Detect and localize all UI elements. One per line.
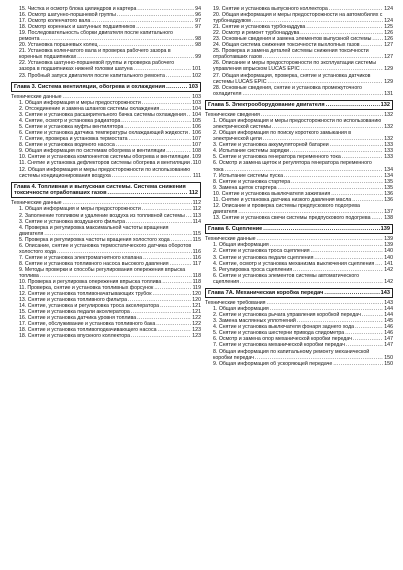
entry-title: 9. Замена щеток стартера ..... <box>213 185 383 191</box>
entry-title: 7. Снятие и установка электромагнитного клапана ..... <box>19 255 192 261</box>
entry-title: 5. Снятие и установка генератора переменного тока ..... <box>213 154 383 160</box>
entry-title: 4. Снятие и установка выключателя фонаря заднего хода ..... <box>213 324 383 330</box>
chapter-heading-box <box>205 224 393 234</box>
toc-entry <box>205 48 393 60</box>
entry-page-number: 126 <box>384 30 393 37</box>
entry-title: 15. Чистка и осмотр блока цилиндров и картера ..... <box>19 6 194 12</box>
entry-title: Глава 5. Электрооборудование двигателя ..... <box>208 102 380 108</box>
entry-page-number: 105 <box>192 118 201 125</box>
entry-title: 1. Общая информация ..... <box>213 306 383 312</box>
entry-title: 18. Снятие и установка топливоподкачивающего насоса ..... <box>19 327 191 333</box>
chapter-entry <box>14 184 198 197</box>
entry-page-number: 138 <box>384 214 393 221</box>
entry-title: 5. Снятие и установка муфты вентилятора ..... <box>19 124 191 130</box>
toc-entry <box>205 203 393 215</box>
toc-entry <box>11 333 201 339</box>
entry-title: 18. Осмотр коренных и шатунных подшипников ..... <box>19 24 194 30</box>
entry-title: 6. Осмотр и замена щеток и регулятора генератора переменного тока ..... <box>213 160 383 172</box>
entry-page-number: 106 <box>192 124 201 131</box>
entry-page-number: 113 <box>192 212 201 219</box>
entry-page-number: 134 <box>384 172 393 179</box>
entry-title: 3. Снятие и установка аккумуляторной батареи ..... <box>213 142 383 148</box>
entry-title: 2. Общая информация по поиску короткого замыкания в электрической цепи ..... <box>213 130 383 142</box>
entry-title: 18. Снятие и установка впускного коллектора ..... <box>19 333 191 339</box>
entry-page-number: 146 <box>384 324 393 331</box>
toc-entry <box>205 73 393 85</box>
entry-title: 28. Основные сведения, снятие и установка промежуточного охладителя ..... <box>213 85 383 97</box>
chapter-heading-box <box>205 100 393 110</box>
toc-entry <box>205 160 393 172</box>
entry-page-number: 136 <box>384 196 393 203</box>
entry-page-number: 97 <box>195 18 201 25</box>
entry-title: 8. Снятие и установка водяного насоса ..... <box>19 142 191 148</box>
entry-page-number: 133 <box>384 148 393 155</box>
toc-column-left <box>11 6 201 570</box>
entry-title: 14. Снятие, установка и регулировка троса акселератора ..... <box>19 303 191 309</box>
toc-entry <box>205 273 393 285</box>
entry-title: Глава 7А. Механическая коробка передач ..... <box>208 290 380 296</box>
entry-title: 6. Снятие и установка датчика температуры охлаждающей жидкости ..... <box>19 130 191 136</box>
entry-title: 6. Описание, снятие и установка термостатического датчика оборотов холостого хода ..... <box>19 243 192 255</box>
entry-page-number: 142 <box>384 266 393 273</box>
entry-page-number: 150 <box>384 360 393 367</box>
entry-title: 11. Проверка, снятие и установка топливных форсунок ..... <box>19 285 192 291</box>
entry-page-number: 134 <box>384 166 393 173</box>
entry-title: 3. Снятие и установка расширительного бачка системы охлаждения ..... <box>19 112 191 118</box>
entry-page-number: 104 <box>192 106 201 113</box>
entry-page-number: 108 <box>192 148 201 155</box>
entry-title: 1. Общая информация ..... <box>213 242 383 248</box>
entry-title: 8. Снятие и установка стартера ..... <box>213 179 383 185</box>
entry-page-number: 126 <box>384 36 393 43</box>
entry-page-number: 132 <box>384 112 393 119</box>
entry-title: 3. Замена маслянных уплотнений ..... <box>213 318 383 324</box>
entry-title: 21. Снятие и установка турбонаддува ..... <box>213 24 383 30</box>
entry-title: 11. Снятие и установка дефлекторов системы обогрева и вентиляции ..... <box>19 160 192 166</box>
entry-page-number: 122 <box>192 315 201 322</box>
entry-title: Глава 6. Сцепление ..... <box>208 226 380 232</box>
entry-page-number: 150 <box>384 354 393 361</box>
entry-title: 11. Снятие и установка датчика низкого давления масла ..... <box>213 197 383 203</box>
entry-page-number: 127 <box>384 54 393 61</box>
toc-entry <box>205 361 393 367</box>
entry-title: 1. Общая информация и меры предосторожности ..... <box>19 100 191 106</box>
entry-page-number: 104 <box>192 112 201 119</box>
entry-page-number: 107 <box>192 142 201 149</box>
entry-title: 3. Снятие и установка педали сцепления ..... <box>213 255 383 261</box>
entry-page-number: 98 <box>195 36 201 43</box>
entry-title: 8. Снятие и установка топливного насоса высокого давления ..... <box>19 261 192 267</box>
entry-page-number: 141 <box>384 260 393 267</box>
toc-entry <box>205 12 393 24</box>
entry-page-number: 140 <box>384 248 393 255</box>
chapter-entry <box>14 84 198 90</box>
entry-title: 2. Снятие и установка рычага управления коробкой передач ..... <box>213 312 383 318</box>
entry-page-number: 147 <box>384 336 393 343</box>
entry-page-number: 135 <box>384 184 393 191</box>
entry-page-number: 124 <box>384 6 393 12</box>
entry-title: 9. Методы проверки и способы регулирования опережения впрыска топлива ..... <box>19 267 192 279</box>
toc-entry <box>11 73 201 79</box>
toc-column-right <box>205 6 393 570</box>
entry-title: 26. Описание и меры предосторожности по эксплуатации системы управления впрыском LUCAS EPIC ..... <box>213 60 383 72</box>
entry-page-number: 125 <box>384 24 393 31</box>
entry-page-number: 112 <box>188 190 198 197</box>
entry-title: 1. Общая информация и меры предосторожности ..... <box>19 206 192 212</box>
toc-entry <box>205 130 393 142</box>
entry-title: 10. Снятие и установка выключателя зажигания ..... <box>213 191 383 197</box>
toc-entry <box>11 267 201 279</box>
entry-title: 13. Снятие и установка свечи системы предпускового подогрева ..... <box>213 215 383 221</box>
entry-page-number: 140 <box>384 254 393 261</box>
entry-title: 12. Общая информация и меры предосторожности по использованию системы кондиционирования воздуха ..... <box>19 167 192 179</box>
entry-page-number: 147 <box>384 342 393 349</box>
entry-page-number: 144 <box>384 312 393 319</box>
entry-page-number: 139 <box>384 242 393 249</box>
entry-title: 7. Снятие и установка механической коробки передач ..... <box>213 342 383 348</box>
entry-title: 19. Снятие и установка выпускного коллектора ..... <box>213 6 383 12</box>
entry-page-number: 111 <box>193 172 201 179</box>
entry-page-number: 139 <box>384 236 393 243</box>
chapter-entry <box>208 102 390 108</box>
entry-title: Глава 4. Топливная и выпускная системы. Система снижения токсичности отработавших газов ..... <box>14 184 188 197</box>
entry-page-number: 115 <box>192 236 201 243</box>
toc-entry <box>11 225 201 237</box>
entry-page-number: 116 <box>192 254 201 261</box>
entry-title: 2. Отсоединение и замена шлангов системы охлаждения ..... <box>19 106 191 112</box>
entry-page-number: 121 <box>192 303 201 310</box>
entry-title: 6. Осмотр и замена опор механической коробки передач ..... <box>213 336 383 342</box>
entry-page-number: 115 <box>192 230 201 237</box>
toc-entry <box>205 349 393 361</box>
entry-page-number: 96 <box>195 12 201 19</box>
entry-title: Технические сведения ..... <box>205 112 383 118</box>
entry-page-number: 103 <box>192 100 201 107</box>
entry-page-number: 131 <box>384 90 393 97</box>
toc-entry <box>11 243 201 255</box>
entry-title: 20. Общая информация и меры предосторожности на автомобилях с турбонаддувом ..... <box>213 12 383 24</box>
entry-page-number: 139 <box>380 225 390 232</box>
entry-page-number: 94 <box>195 6 201 12</box>
chapter-entry <box>208 226 390 232</box>
entry-page-number: 121 <box>192 309 201 316</box>
entry-page-number: 135 <box>384 178 393 185</box>
entry-page-number: 143 <box>380 289 390 296</box>
entry-page-number: 97 <box>195 24 201 31</box>
entry-page-number: 145 <box>384 318 393 325</box>
entry-page-number: 132 <box>384 136 393 143</box>
entry-page-number: 133 <box>384 154 393 161</box>
entry-page-number: 123 <box>192 327 201 334</box>
entry-title: 25. Проверка и замена деталей системы снижения токсичности отработавших газов ..... <box>213 48 383 60</box>
entry-title: 10. Снятие и установка компонентов системы обогрева и вентиляции ..... <box>19 154 191 160</box>
entry-title: Глава 3. Система вентиляции, обогрева и охлаждения ..... <box>14 84 188 90</box>
chapter-heading-box <box>205 288 393 298</box>
entry-title: 3. Снятие и установка воздушного фильтра ..... <box>19 219 192 225</box>
entry-page-number: 110 <box>192 160 201 167</box>
entry-page-number: 112 <box>192 200 201 207</box>
toc-entry <box>11 48 201 60</box>
entry-page-number: 127 <box>384 42 393 49</box>
entry-title: 23. Пробный запуск двигателя после капитального ремонта ..... <box>19 73 191 79</box>
entry-title: 21. Установка коленчатого вала и проверка рабочего зазора в коренных подшипниках ..... <box>19 48 194 60</box>
entry-page-number: 98 <box>195 42 201 49</box>
toc-entry <box>205 60 393 72</box>
entry-title: 9. Общая информация об ускоряющей передаче ..... <box>213 361 383 367</box>
entry-page-number: 118 <box>192 279 201 286</box>
entry-title: 22. Установка шатунно-поршневой группы и проверка рабочего зазора в подшипниках нижней головки шатуна ..... <box>19 60 191 72</box>
toc-entry <box>205 85 393 97</box>
entry-page-number: 118 <box>192 273 201 279</box>
entry-page-number: 144 <box>384 306 393 313</box>
entry-title: 12. Снятие и установка топливоначатывающих трубок ..... <box>19 291 191 297</box>
entry-page-number: 132 <box>384 124 393 131</box>
entry-page-number: 119 <box>192 285 201 292</box>
entry-title: 22. Осмотр и ремонт турбонаддува ..... <box>213 30 383 36</box>
entry-page-number: 102 <box>192 72 201 79</box>
entry-title: 7. Испытание системы пуска ..... <box>213 173 383 179</box>
entry-title: 23. Основные сведения и замена элементов выпускной системы ..... <box>213 36 383 42</box>
entry-title: 13. Снятие и установка топливного фильтра ..... <box>19 297 191 303</box>
entry-page-number: 99 <box>195 54 201 61</box>
entry-page-number: 106 <box>192 130 201 137</box>
entry-page-number: 103 <box>188 83 198 90</box>
entry-title: 2. Заполнение топливом и удаление воздуха из топливной системы ..... <box>19 213 192 219</box>
entry-title: Технические данные ..... <box>11 94 191 100</box>
chapter-entry <box>208 290 390 296</box>
entry-page-number: 116 <box>192 248 201 255</box>
entry-title: 24. Общая система снижения токсичности выхлопных газов ..... <box>213 42 383 48</box>
entry-title: Технические требования ..... <box>205 300 383 306</box>
entry-title: 4. Проверка и регулировка максимальной частоты вращения двигателя ..... <box>19 225 192 237</box>
toc-entry <box>11 60 201 72</box>
entry-page-number: 120 <box>192 297 201 304</box>
entry-title: 5. Снятие и установка шестерни привода спидометра ..... <box>213 330 383 336</box>
toc-entry <box>11 30 201 42</box>
entry-page-number: 123 <box>192 333 201 340</box>
toc-entry <box>205 118 393 130</box>
entry-title: 17. Снятие, обслуживание и установка топливного бака ..... <box>19 321 191 327</box>
entry-title: 2. Снятие и установка троса сцепления ..... <box>213 248 383 254</box>
entry-title: 8. Общая информация по капитальному ремонту механической коробки передач ..... <box>213 349 383 361</box>
entry-title: 15. Снятие и установка педали акселератора ..... <box>19 309 191 315</box>
toc-entry <box>205 215 393 221</box>
entry-title: Технические данные ..... <box>11 200 192 206</box>
entry-page-number: 114 <box>192 218 201 225</box>
entry-page-number: 117 <box>192 260 201 267</box>
entry-page-number: 136 <box>384 190 393 197</box>
entry-page-number: 129 <box>384 78 393 85</box>
entry-title: 7. Снятие, проверка и установка термостата ..... <box>19 136 191 142</box>
entry-title: 4. Снятие, осмотр и установка радиатора ..... <box>19 118 191 124</box>
entry-title: 19. Последовательность сборки двигателя после капитального ремонта ..... <box>19 30 194 42</box>
entry-title: 10. Проверка и регулировка опережения впрыска топлива ..... <box>19 279 192 285</box>
entry-title: 5. Регулировка троса сцепления ..... <box>213 267 383 273</box>
entry-page-number: 122 <box>192 321 201 328</box>
entry-title: 5. Проверка и регулировка частоты вращения холостого хода ..... <box>19 237 192 243</box>
entry-title: 4. Испытание системы зарядки ..... <box>213 148 383 154</box>
entry-title: 12. Описание и проверка системы предпускового подогрева двигателя ..... <box>213 203 383 215</box>
entry-title: 4. Снятие, осмотр и установка механизма выключения сцепления ..... <box>213 261 383 267</box>
entry-page-number: 129 <box>384 66 393 73</box>
entry-title: 20. Установка поршневых колец ..... <box>19 42 194 48</box>
entry-page-number: 112 <box>192 206 201 213</box>
entry-title: 16. Снятие и установка датчика уровня топлива ..... <box>19 315 191 321</box>
chapter-heading-box <box>11 82 201 92</box>
entry-page-number: 103 <box>192 93 201 100</box>
entry-page-number: 137 <box>384 208 393 215</box>
entry-page-number: 133 <box>384 142 393 149</box>
entry-title: Технические данные ..... <box>205 236 383 242</box>
entry-page-number: 101 <box>192 66 201 73</box>
entry-page-number: 142 <box>384 278 393 285</box>
entry-title: 17. Осмотр коленчатого вала ..... <box>19 18 194 24</box>
entry-page-number: 132 <box>380 101 390 108</box>
entry-title: 1. Общая информация и меры предосторожности по использованию электрической системы ..... <box>213 118 383 130</box>
entry-title: 27. Общая информация, проверка, снятие и установка датчиков системы LUCAS EPIC ..... <box>213 73 383 85</box>
entry-title: 16. Осмотр шатунно-поршневой группы ..... <box>19 12 194 18</box>
entry-page-number: 109 <box>192 154 201 161</box>
entry-title: 6. Снятие и установка элементов системы автоматического сцепления ..... <box>213 273 383 285</box>
entry-page-number: 107 <box>192 136 201 143</box>
chapter-heading-box <box>11 182 201 199</box>
toc-entry <box>11 167 201 179</box>
entry-page-number: 143 <box>384 300 393 307</box>
entry-page-number: 146 <box>384 330 393 337</box>
entry-page-number: 124 <box>384 18 393 25</box>
entry-page-number: 120 <box>192 291 201 298</box>
entry-title: 9. Общая информация по системам обогрева и вентиляции ..... <box>19 148 191 154</box>
